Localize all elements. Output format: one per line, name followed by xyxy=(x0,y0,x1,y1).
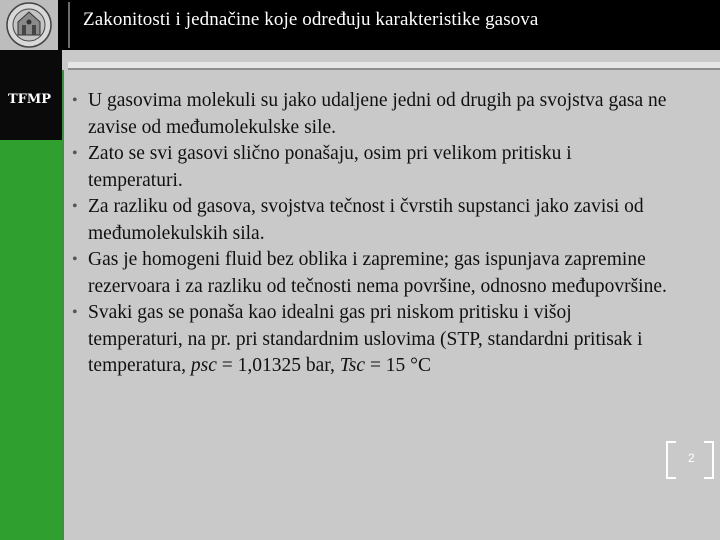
bullet-item xyxy=(70,88,670,141)
university-seal-logo xyxy=(0,0,58,50)
sidebar-label: TFMP xyxy=(8,92,52,107)
page-number-box xyxy=(666,441,716,477)
bullet-text: = 15 °C xyxy=(365,355,431,376)
bullet-text: Svaki gas se ponaša kao idealni gas pri niskom pritisku i višoj temperaturi, na pr. pri standardnim uslovima (STP, standardni pritisak i temperatura, xyxy=(88,302,643,376)
bullet-item xyxy=(70,194,670,247)
bullet-italic-text: psc xyxy=(190,355,217,376)
bullet-text: U gasovima molekuli su jako udaljene jedni od drugih pa svojstva gasa ne zavise od međumolekulske sile. xyxy=(88,90,667,138)
bullet-text: Za razliku od gasova, svojstva tečnost i čvrstih supstanci jako zavisi od međumolekulskih sila. xyxy=(88,196,644,244)
bullet-text: Gas je homogeni fluid bez oblika i zapremine; gas ispunjava zapremine rezervoara i za razliku od tečnosti nema površine, odnosno međupovršine. xyxy=(88,249,667,297)
bullet-text: = 1,01325 bar, xyxy=(216,355,340,376)
page-title: Zakonitosti i jednačine koje određuju karakteristike gasova xyxy=(83,9,539,30)
sidebar-green-band xyxy=(0,140,62,540)
bullet-list xyxy=(70,88,670,380)
bracket-right-icon xyxy=(704,441,714,479)
title-divider-shadow xyxy=(68,68,720,70)
sidebar-edge xyxy=(62,70,64,540)
bullet-item xyxy=(70,141,670,194)
bullet-text: Zato se svi gasovi slično ponašaju, osim pri velikom pritisku i temperaturi. xyxy=(88,143,572,191)
bracket-left-icon xyxy=(666,441,676,479)
bullet-italic-text: Tsc xyxy=(339,355,366,376)
bullet-item xyxy=(70,247,670,300)
page-number: 2 xyxy=(688,451,695,465)
bullet-item xyxy=(70,300,670,380)
